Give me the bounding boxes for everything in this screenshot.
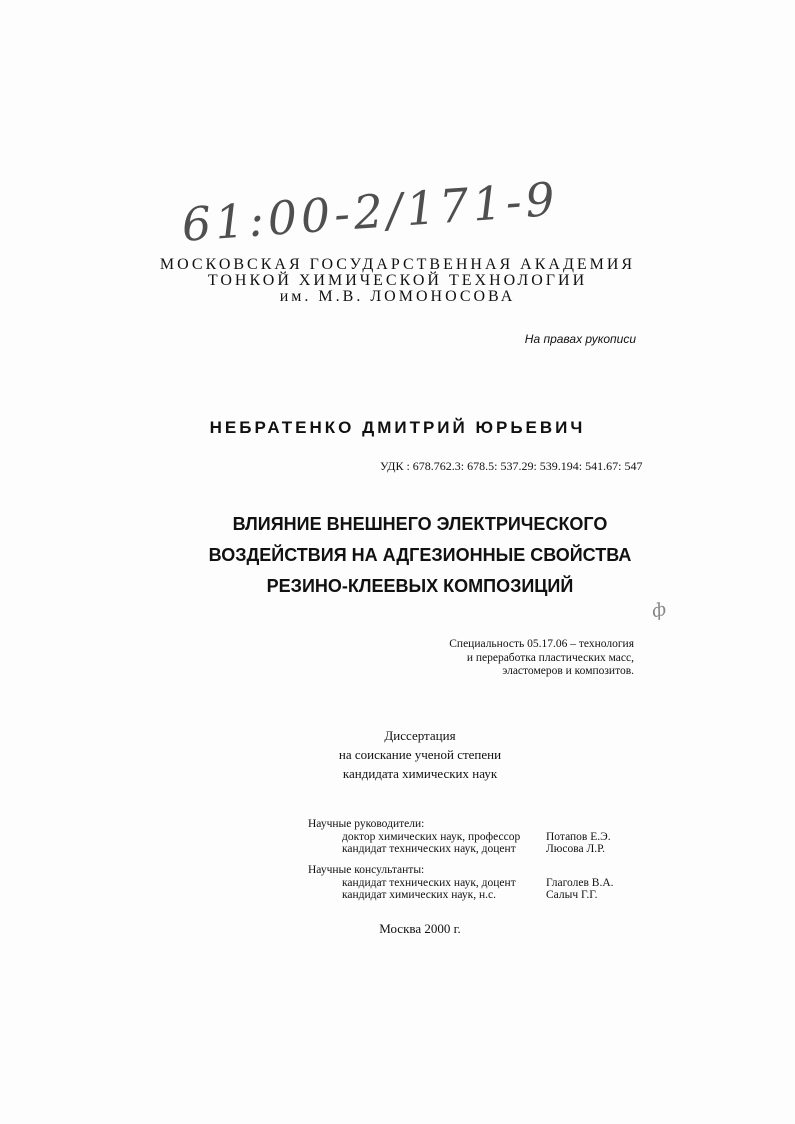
supervisor-name: Потапов Е.Э.: [546, 831, 611, 843]
specialty-line-3: эластомеров и композитов.: [502, 665, 634, 677]
specialty-line-1: Специальность 05.17.06 – технология: [449, 638, 634, 650]
consultant-degree: кандидат технических наук, доцент: [342, 877, 516, 889]
consultants-heading: Научные консультанты:: [308, 864, 425, 876]
consultant-degree: кандидат химических наук, н.с.: [342, 889, 496, 901]
degree-purpose: на соискание ученой степени: [338, 747, 502, 762]
city-year: Москва 2000 г.: [379, 921, 461, 936]
title-line-2: ВОЗДЕЙСТВИЯ НА АДГЕЗИОННЫЕ СВОЙСТВА: [208, 545, 632, 565]
udk-code: УДК : 678.762.3: 678.5: 537.29: 539.194: 541.67: 547: [380, 459, 643, 473]
specialty-line-2: и переработка пластических масс,: [466, 651, 634, 664]
consultant-name: Салыч Г.Г.: [546, 889, 598, 901]
consultant-name: Глаголев В.А.: [546, 877, 614, 889]
institution-line-3: им. М.В. ЛОМОНОСОВА: [279, 288, 516, 305]
degree-name: кандидата химических наук: [342, 766, 498, 781]
rights-note: На правах рукописи: [524, 332, 636, 346]
title-line-3: РЕЗИНО-КЛЕЕВЫХ КОМПОЗИЦИЙ: [266, 576, 574, 596]
supervisor-degree: доктор химических наук, профессор: [342, 831, 521, 843]
handwritten-margin-mark: ф: [649, 598, 669, 623]
supervisors-heading: Научные руководители:: [308, 818, 425, 830]
dissertation-label: Диссертация: [384, 728, 456, 743]
specialty-block: [400, 638, 634, 679]
handwritten-archive-code: 61:00-2/171-9: [180, 171, 561, 252]
institution-line-1: МОСКОВСКАЯ ГОСУДАРСТВЕННАЯ АКАДЕМИЯ: [159, 256, 636, 273]
institution-line-2: ТОНКОЙ ХИМИЧЕСКОЙ ТЕХНОЛОГИИ: [207, 272, 588, 289]
author-name: НЕБРАТЕНКО ДМИТРИЙ ЮРЬЕВИЧ: [209, 418, 586, 437]
title-line-1: ВЛИЯНИЕ ВНЕШНЕГО ЭЛЕКТРИЧЕСКОГО: [232, 514, 608, 534]
supervisor-degree: кандидат технических наук, доцент: [342, 843, 516, 855]
supervisor-name: Люсова Л.Р.: [546, 843, 606, 855]
